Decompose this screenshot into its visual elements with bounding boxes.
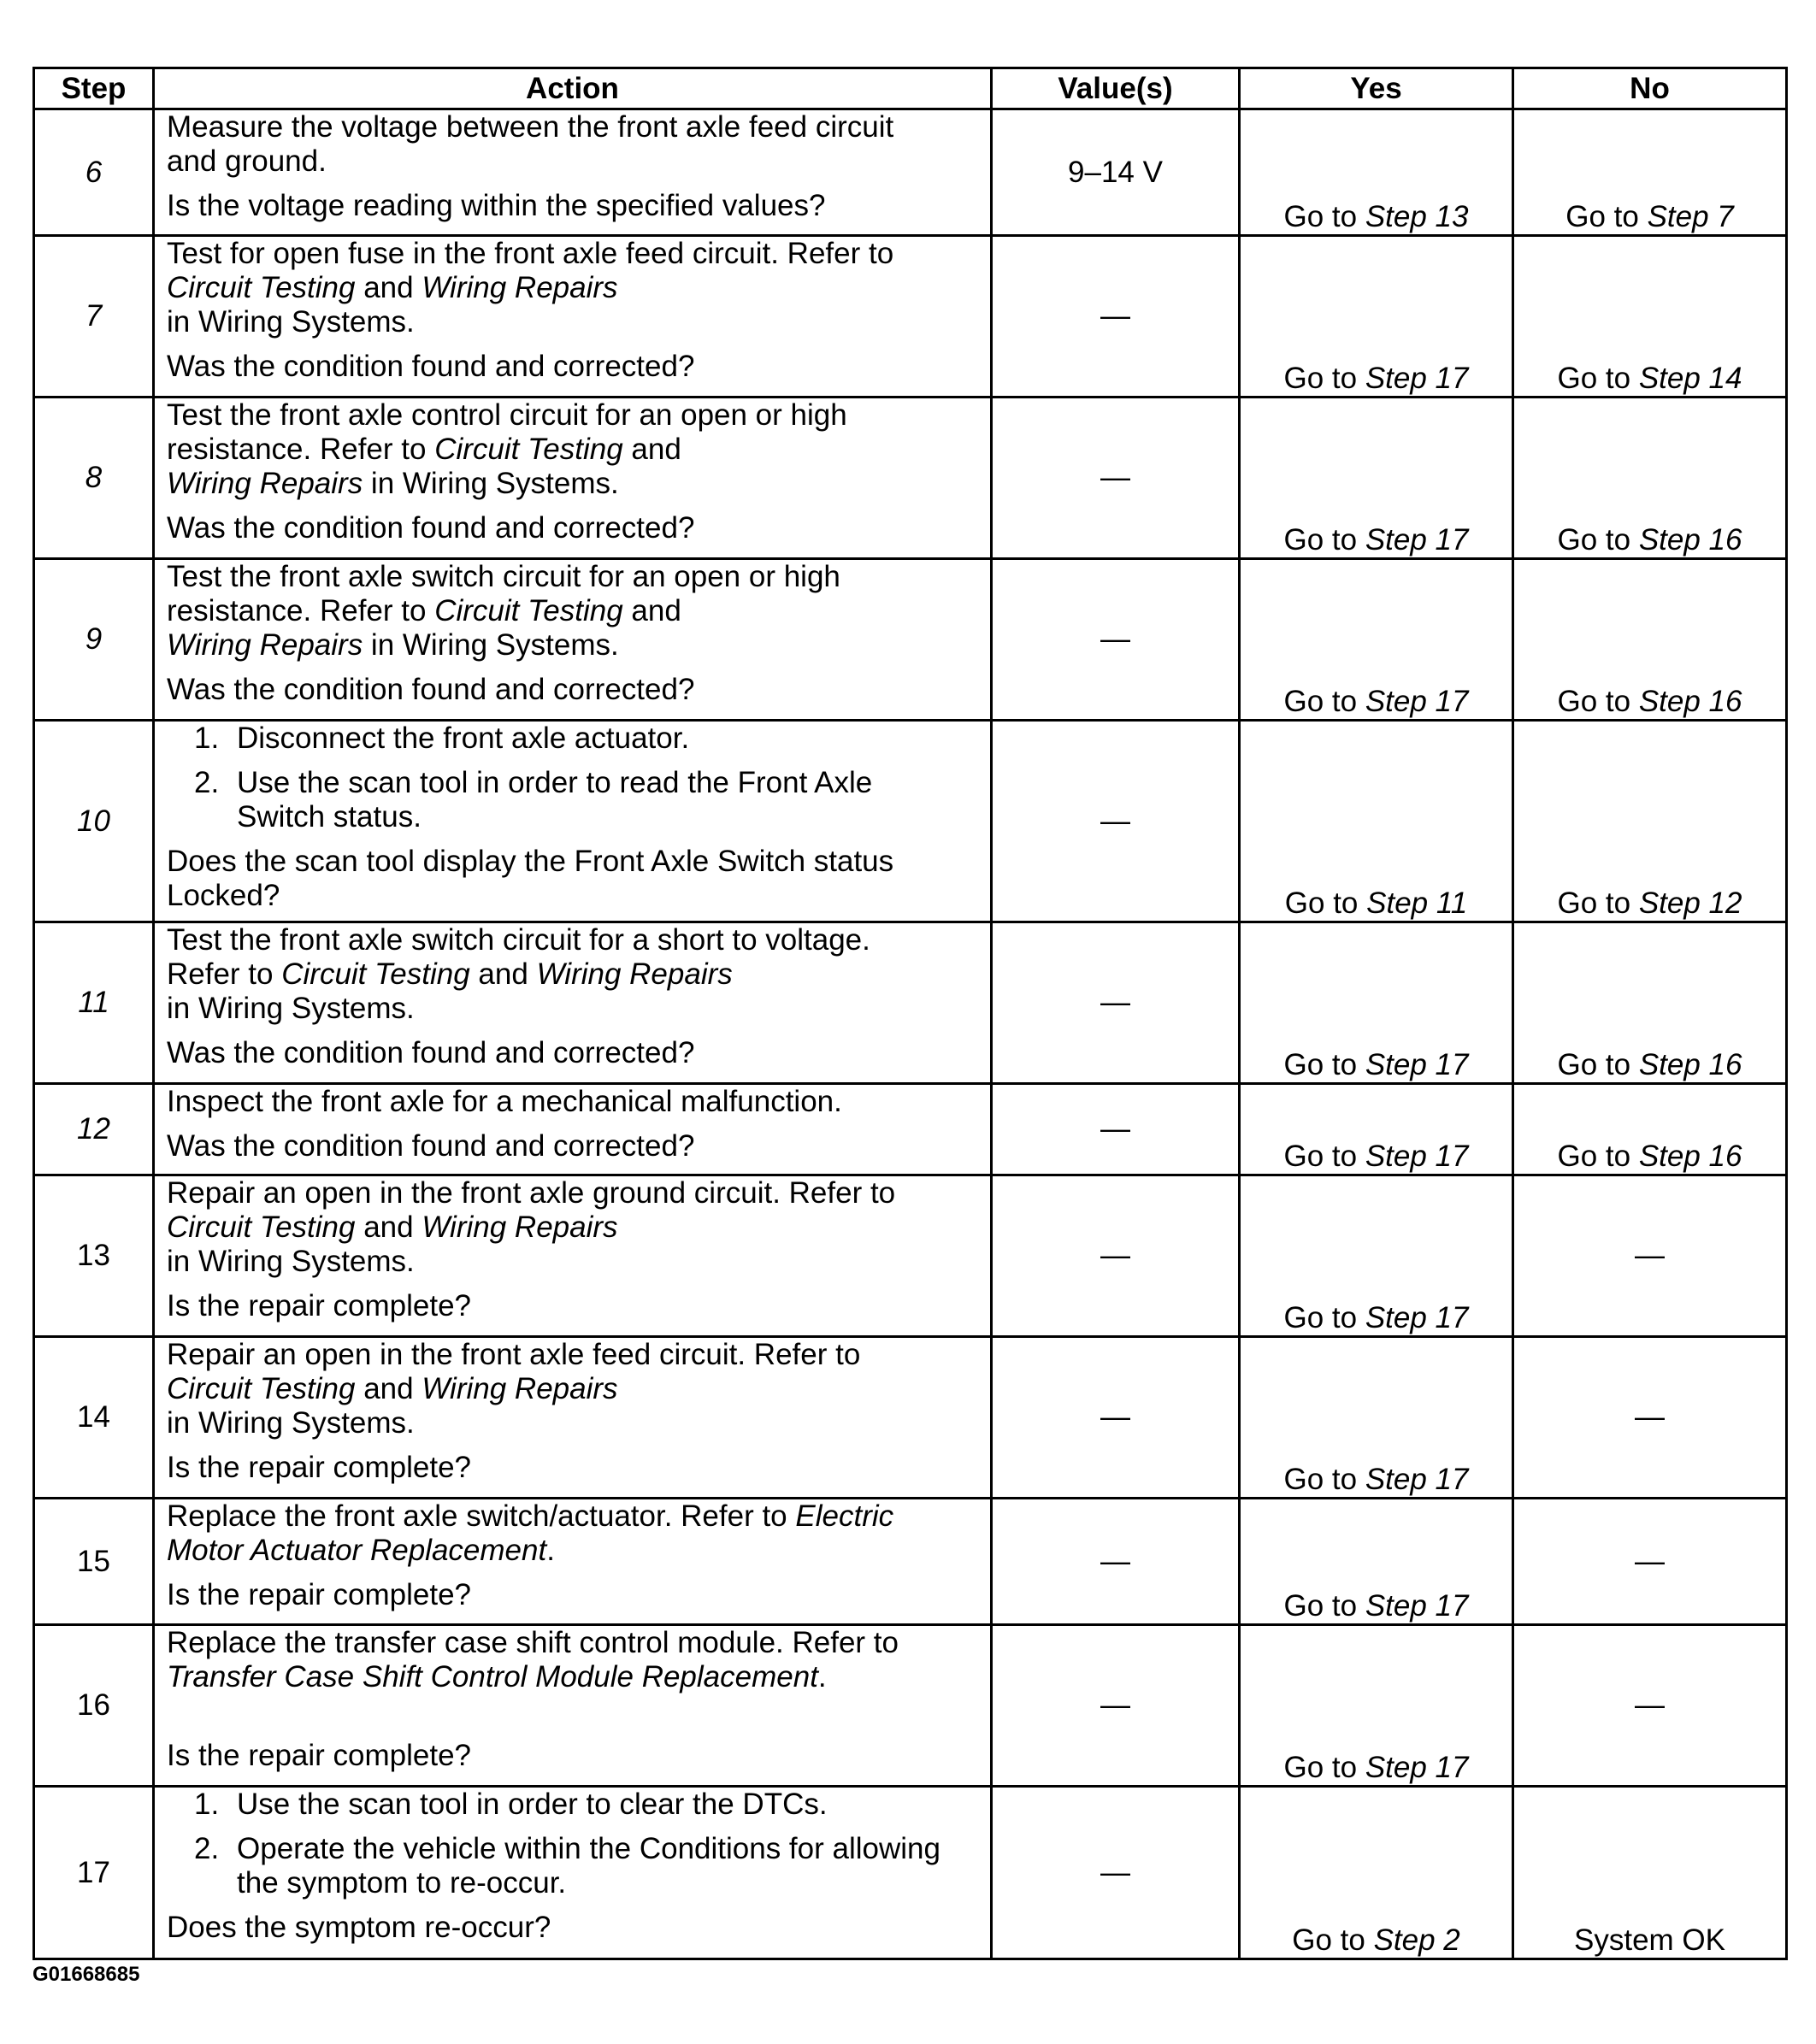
action-cell bbox=[154, 109, 992, 236]
action-question: Is the repair complete? bbox=[167, 1289, 472, 1322]
connector-text: and bbox=[355, 1210, 422, 1244]
step-reference: Step 16 bbox=[1638, 685, 1742, 718]
yes-cell bbox=[1240, 1337, 1513, 1499]
action-question: Is the repair complete? bbox=[167, 1451, 472, 1484]
yes-cell bbox=[1240, 1787, 1513, 1959]
value-cell: — bbox=[992, 1337, 1240, 1499]
action-line bbox=[167, 433, 978, 467]
action-cell bbox=[154, 398, 992, 559]
header-row bbox=[34, 68, 1787, 109]
numbered-item bbox=[194, 1788, 978, 1822]
connector-text: and bbox=[355, 1372, 422, 1405]
step-reference: Step 17 bbox=[1365, 1589, 1469, 1623]
value-cell: — bbox=[992, 1499, 1240, 1625]
action-cell bbox=[154, 236, 992, 398]
action-line: Test the front axle control circuit for an open or high bbox=[167, 398, 847, 432]
header-yes: Yes bbox=[1240, 68, 1513, 109]
value-cell: — bbox=[992, 922, 1240, 1084]
table-row bbox=[34, 721, 1787, 922]
step-number: 9 bbox=[34, 559, 154, 721]
connector-text: and bbox=[622, 594, 681, 627]
goto-text: Go to bbox=[1283, 1751, 1365, 1784]
action-line: Test the front axle switch circuit for an open or high bbox=[167, 560, 840, 593]
item-line: Use the scan tool in order to read the Front Axle bbox=[237, 766, 873, 799]
action-line bbox=[167, 628, 978, 663]
value-cell: — bbox=[992, 1787, 1240, 1959]
goto-text: Go to bbox=[1283, 200, 1365, 233]
header-action: Action bbox=[154, 68, 992, 109]
yes-cell bbox=[1240, 559, 1513, 721]
no-cell bbox=[1513, 398, 1787, 559]
step-reference: Step 17 bbox=[1365, 685, 1469, 718]
step-reference: Step 14 bbox=[1638, 362, 1742, 395]
table-row bbox=[34, 236, 1787, 398]
reference-link: Wiring Repairs bbox=[422, 1372, 618, 1405]
reference-link: Circuit Testing bbox=[167, 271, 356, 304]
action-cell bbox=[154, 559, 992, 721]
action-line: Test the front axle switch circuit for a short to voltage. bbox=[167, 923, 870, 957]
action-question: Is the repair complete? bbox=[167, 1739, 472, 1772]
item-text bbox=[237, 1832, 940, 1900]
no-cell bbox=[1513, 721, 1787, 922]
value-cell: — bbox=[992, 1084, 1240, 1175]
value-cell: 9–14 V bbox=[992, 109, 1240, 236]
reference-link: Wiring Repairs bbox=[422, 271, 618, 304]
no-cell bbox=[1513, 109, 1787, 236]
reference-link: Wiring Repairs bbox=[167, 467, 363, 500]
diagnostic-table bbox=[32, 67, 1788, 1960]
step-reference: Step 17 bbox=[1365, 1048, 1469, 1081]
action-line bbox=[167, 1534, 978, 1568]
step-number: 8 bbox=[34, 398, 154, 559]
action-cell bbox=[154, 1175, 992, 1337]
action-cell bbox=[154, 721, 992, 922]
step-reference: Step 16 bbox=[1638, 523, 1742, 557]
action-text: Replace the front axle switch/actuator. Refer to bbox=[167, 1499, 796, 1533]
action-question bbox=[167, 845, 978, 913]
action-text: resistance. Refer to bbox=[167, 594, 435, 627]
value-cell: — bbox=[992, 559, 1240, 721]
no-cell: — bbox=[1513, 1337, 1787, 1499]
yes-cell bbox=[1240, 922, 1513, 1084]
table-row bbox=[34, 922, 1787, 1084]
table-row bbox=[34, 1625, 1787, 1787]
step-reference: Step 17 bbox=[1365, 1463, 1469, 1496]
action-line: and ground. bbox=[167, 144, 327, 178]
table-row bbox=[34, 1499, 1787, 1625]
yes-cell bbox=[1240, 109, 1513, 236]
reference-link: Circuit Testing bbox=[434, 594, 623, 627]
figure-id: G01668685 bbox=[32, 1963, 140, 1986]
value-cell: — bbox=[992, 721, 1240, 922]
goto-text: Go to bbox=[1557, 685, 1639, 718]
item-number: 2. bbox=[194, 1832, 220, 1865]
item-text bbox=[237, 722, 689, 756]
no-cell: — bbox=[1513, 1175, 1787, 1337]
value-cell: — bbox=[992, 1625, 1240, 1787]
value-cell: — bbox=[992, 398, 1240, 559]
no-cell: System OK bbox=[1513, 1787, 1787, 1959]
item-line: Use the scan tool in order to clear the DTCs. bbox=[237, 1788, 828, 1821]
action-cell bbox=[154, 922, 992, 1084]
reference-link: Motor Actuator Replacement bbox=[167, 1534, 547, 1567]
action-line: Measure the voltage between the front axle feed circuit bbox=[167, 110, 894, 144]
no-cell bbox=[1513, 1084, 1787, 1175]
step-number: 12 bbox=[34, 1084, 154, 1175]
goto-text: Go to bbox=[1283, 1463, 1365, 1496]
step-number: 16 bbox=[34, 1625, 154, 1787]
yes-cell bbox=[1240, 1625, 1513, 1787]
spacer bbox=[167, 1694, 978, 1729]
goto-text: Go to bbox=[1283, 523, 1365, 557]
step-reference: Step 12 bbox=[1638, 887, 1742, 920]
action-line bbox=[167, 1660, 978, 1694]
table-row bbox=[34, 1175, 1787, 1337]
action-text: in Wiring Systems. bbox=[363, 628, 619, 662]
header-values: Value(s) bbox=[992, 68, 1240, 109]
connector-text: and bbox=[469, 957, 537, 991]
no-cell bbox=[1513, 922, 1787, 1084]
action-line: in Wiring Systems. bbox=[167, 992, 415, 1025]
reference-link: Wiring Repairs bbox=[536, 957, 733, 991]
step-reference: Step 2 bbox=[1373, 1923, 1460, 1957]
no-cell: — bbox=[1513, 1625, 1787, 1787]
question-line: Does the scan tool display the Front Axle Switch status bbox=[167, 845, 894, 878]
action-line: Inspect the front axle for a mechanical malfunction. bbox=[167, 1085, 842, 1118]
table-row bbox=[34, 1337, 1787, 1499]
goto-text: Go to bbox=[1557, 362, 1639, 395]
item-line: Switch status. bbox=[237, 800, 422, 834]
reference-link: Circuit Testing bbox=[281, 957, 470, 991]
action-line bbox=[167, 594, 978, 628]
action-line: in Wiring Systems. bbox=[167, 1406, 415, 1440]
action-line: Repair an open in the front axle feed circuit. Refer to bbox=[167, 1338, 861, 1371]
yes-cell bbox=[1240, 1499, 1513, 1625]
goto-text: Go to bbox=[1292, 1923, 1374, 1957]
action-text: resistance. Refer to bbox=[167, 433, 435, 466]
reference-link: Circuit Testing bbox=[434, 433, 623, 466]
step-reference: Step 17 bbox=[1365, 1301, 1469, 1334]
no-cell bbox=[1513, 236, 1787, 398]
table-row bbox=[34, 1787, 1787, 1959]
table-row bbox=[34, 398, 1787, 559]
action-line bbox=[167, 1210, 978, 1245]
item-number: 1. bbox=[194, 1788, 220, 1821]
action-text: . bbox=[546, 1534, 555, 1567]
action-question: Does the symptom re-occur? bbox=[167, 1911, 551, 1944]
yes-cell bbox=[1240, 1084, 1513, 1175]
step-reference: Step 11 bbox=[1366, 887, 1468, 920]
goto-text: Go to bbox=[1283, 1140, 1365, 1173]
action-question: Is the voltage reading within the specified values? bbox=[167, 189, 826, 222]
reference-link: Transfer Case Shift Control Module Replacement bbox=[167, 1660, 818, 1694]
header-no: No bbox=[1513, 68, 1787, 109]
goto-text: Go to bbox=[1565, 200, 1648, 233]
value-cell: — bbox=[992, 236, 1240, 398]
reference-link: Wiring Repairs bbox=[422, 1210, 618, 1244]
goto-text: Go to bbox=[1557, 887, 1639, 920]
action-cell bbox=[154, 1337, 992, 1499]
reference-link: Circuit Testing bbox=[167, 1210, 356, 1244]
question-line: Locked? bbox=[167, 879, 280, 912]
action-line bbox=[167, 1372, 978, 1406]
step-reference: Step 16 bbox=[1638, 1048, 1742, 1081]
goto-text: Go to bbox=[1283, 1048, 1365, 1081]
action-question: Is the repair complete? bbox=[167, 1578, 472, 1611]
action-cell bbox=[154, 1499, 992, 1625]
item-line: Operate the vehicle within the Conditions for allowing bbox=[237, 1832, 940, 1865]
action-cell bbox=[154, 1787, 992, 1959]
action-cell bbox=[154, 1625, 992, 1787]
numbered-item bbox=[194, 766, 978, 834]
header-step: Step bbox=[34, 68, 154, 109]
step-number: 10 bbox=[34, 721, 154, 922]
numbered-item bbox=[194, 722, 978, 756]
action-cell bbox=[154, 1084, 992, 1175]
action-line: Replace the transfer case shift control module. Refer to bbox=[167, 1626, 899, 1659]
action-line bbox=[167, 467, 978, 501]
goto-text: Go to bbox=[1283, 1589, 1365, 1623]
action-question: Was the condition found and corrected? bbox=[167, 1036, 695, 1069]
reference-link: Circuit Testing bbox=[167, 1372, 356, 1405]
table-row bbox=[34, 559, 1787, 721]
table-row bbox=[34, 1084, 1787, 1175]
item-number: 1. bbox=[194, 722, 220, 755]
action-question: Was the condition found and corrected? bbox=[167, 1129, 695, 1163]
reference-link: Electric bbox=[795, 1499, 894, 1533]
action-text: Refer to bbox=[167, 957, 282, 991]
action-line bbox=[167, 271, 978, 305]
goto-text: Go to bbox=[1283, 362, 1365, 395]
goto-text: Go to bbox=[1283, 685, 1365, 718]
item-text bbox=[237, 766, 872, 834]
connector-text: and bbox=[622, 433, 681, 466]
value-cell: — bbox=[992, 1175, 1240, 1337]
goto-text: Go to bbox=[1557, 1048, 1639, 1081]
action-line: Test for open fuse in the front axle feed circuit. Refer to bbox=[167, 237, 894, 270]
step-number: 13 bbox=[34, 1175, 154, 1337]
step-reference: Step 7 bbox=[1647, 200, 1734, 233]
step-number: 7 bbox=[34, 236, 154, 398]
table-row bbox=[34, 109, 1787, 236]
item-number: 2. bbox=[194, 766, 220, 799]
step-number: 6 bbox=[34, 109, 154, 236]
action-question: Was the condition found and corrected? bbox=[167, 350, 695, 383]
goto-text: Go to bbox=[1283, 1301, 1365, 1334]
yes-cell bbox=[1240, 236, 1513, 398]
numbered-item bbox=[194, 1832, 978, 1900]
item-line: Disconnect the front axle actuator. bbox=[237, 722, 690, 755]
step-number: 17 bbox=[34, 1787, 154, 1959]
action-line: in Wiring Systems. bbox=[167, 305, 415, 339]
action-line bbox=[167, 1499, 978, 1534]
action-line bbox=[167, 957, 978, 992]
step-reference: Step 17 bbox=[1365, 1140, 1469, 1173]
reference-link: Wiring Repairs bbox=[167, 628, 363, 662]
connector-text: and bbox=[355, 271, 422, 304]
item-text bbox=[237, 1788, 828, 1822]
no-cell: — bbox=[1513, 1499, 1787, 1625]
action-question: Was the condition found and corrected? bbox=[167, 511, 695, 545]
action-question: Was the condition found and corrected? bbox=[167, 673, 695, 706]
no-cell bbox=[1513, 559, 1787, 721]
step-reference: Step 17 bbox=[1365, 1751, 1469, 1784]
step-number: 14 bbox=[34, 1337, 154, 1499]
step-reference: Step 13 bbox=[1365, 200, 1469, 233]
step-reference: Step 17 bbox=[1365, 362, 1469, 395]
yes-cell bbox=[1240, 1175, 1513, 1337]
step-reference: Step 17 bbox=[1365, 523, 1469, 557]
yes-cell bbox=[1240, 398, 1513, 559]
step-number: 15 bbox=[34, 1499, 154, 1625]
goto-text: Go to bbox=[1557, 523, 1639, 557]
item-line: the symptom to re-occur. bbox=[237, 1866, 567, 1900]
action-text: in Wiring Systems. bbox=[363, 467, 619, 500]
step-reference: Step 16 bbox=[1638, 1140, 1742, 1173]
step-number: 11 bbox=[34, 922, 154, 1084]
action-text: . bbox=[817, 1660, 827, 1694]
yes-cell bbox=[1240, 721, 1513, 922]
goto-text: Go to bbox=[1557, 1140, 1639, 1173]
action-line: in Wiring Systems. bbox=[167, 1245, 415, 1278]
action-line: Repair an open in the front axle ground circuit. Refer to bbox=[167, 1176, 896, 1210]
goto-text: Go to bbox=[1284, 887, 1367, 920]
